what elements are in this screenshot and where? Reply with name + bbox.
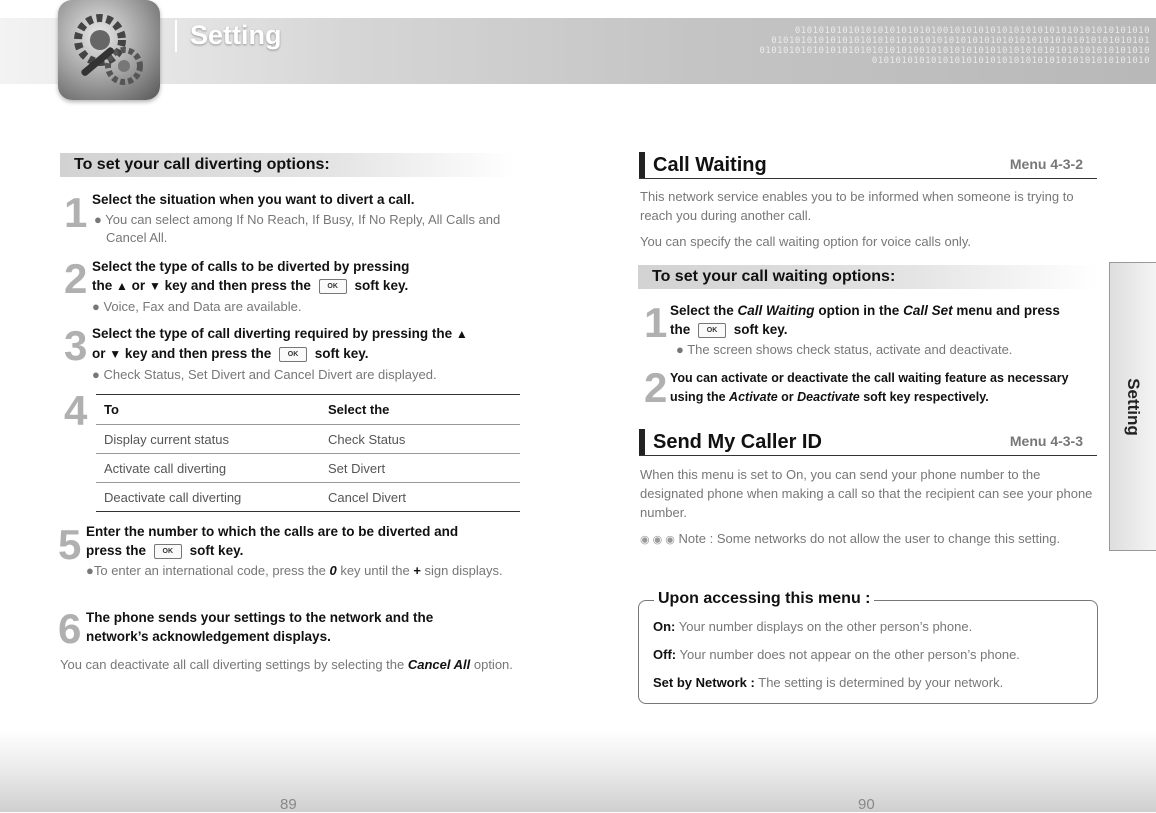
step-instruction-cont: or ▼ key and then press the OK soft key. xyxy=(92,346,369,361)
option-off: Off: Your number does not appear on the other person’s phone. xyxy=(653,647,1020,662)
table-cell: Deactivate call diverting xyxy=(96,483,320,512)
step-2 xyxy=(92,257,512,316)
send-caller-id-note: ◉ ◉ ◉ Note : Some networks do not allow the user to change this setting. xyxy=(640,531,1061,546)
send-caller-id-description: When this menu is set to On, you can send your phone number to the designated phone when making a call so that the recipient can see your phone number. xyxy=(640,467,1093,520)
table-header: To xyxy=(96,395,320,425)
option-set-by-network: Set by Network : The setting is determined by your network. xyxy=(653,675,1004,690)
step-instruction-cont: press the OK soft key. xyxy=(86,543,244,558)
table-row xyxy=(96,483,520,512)
step-note: ● You can select among If No Reach, If Busy, If No Reply, All Calls and Cancel All. xyxy=(94,212,501,245)
page-title: Setting xyxy=(190,20,282,50)
binary-decoration: 010101010101010101010101001010101010101010101010101010101010 0101010101010101010101010101010101010101010101010101010101010101 010101010101010101010101010010101010101010101010101010101010101010 01010101010101010101010101010101010101010101010 xyxy=(759,26,1150,66)
step-instruction: You can activate or deactivate the call waiting feature as necessary xyxy=(670,371,1069,385)
call-waiting-scope: You can specify the call waiting option for voice calls only. xyxy=(640,234,971,249)
step-instruction-cont: network’s acknowledgement displays. xyxy=(86,629,331,644)
step-note: ● The screen shows check status, activate and deactivate. xyxy=(676,342,1013,357)
step-5 xyxy=(86,522,512,580)
table-header-row xyxy=(96,395,520,425)
step-note: ● Voice, Fax and Data are available. xyxy=(92,299,302,314)
down-arrow-key-icon: ▼ xyxy=(148,279,161,293)
table-row xyxy=(96,425,520,454)
option-on: On: Your number displays on the other person’s phone. xyxy=(653,619,973,634)
up-arrow-key-icon: ▲ xyxy=(455,327,468,341)
ok-key-icon: OK xyxy=(319,279,347,294)
ok-key-icon: OK xyxy=(698,323,726,338)
heading-accent xyxy=(639,152,645,178)
note-bullets-icon: ◉ ◉ ◉ xyxy=(640,534,675,546)
section-bar-title: To set your call waiting options: xyxy=(652,268,896,285)
table-cell: Cancel Divert xyxy=(320,483,520,512)
step-6 xyxy=(86,608,512,646)
ok-key-icon: OK xyxy=(279,347,307,362)
table-header: Select the xyxy=(320,395,520,425)
section-bar-title: To set your call diverting options: xyxy=(74,156,330,173)
step-number: 1 xyxy=(644,299,668,346)
step-3 xyxy=(92,324,512,384)
section-title: Send My Caller ID xyxy=(653,431,822,453)
cancel-all-note: You can deactivate all call diverting settings by selecting the Cancel All option. xyxy=(60,657,513,672)
table-row xyxy=(96,454,520,483)
step-instruction: Select the type of call diverting required by pressing the ▲ xyxy=(92,326,468,341)
step-number: 4 xyxy=(64,387,88,434)
step-instruction-cont: the OK soft key. xyxy=(670,322,788,337)
title-divider xyxy=(175,20,177,52)
step-instruction: The phone sends your settings to the network and the xyxy=(86,610,434,625)
ok-key-icon: OK xyxy=(154,544,182,559)
footer-clouds xyxy=(0,730,1156,812)
table-cell: Activate call diverting xyxy=(96,454,320,483)
step-number: 5 xyxy=(58,521,82,568)
call-waiting-step-1 xyxy=(670,301,1095,359)
step-instruction: Enter the number to which the calls are to be diverted and xyxy=(86,524,459,539)
call-waiting-options-bar xyxy=(638,265,1098,289)
step-note: ● Check Status, Set Divert and Cancel Divert are displayed. xyxy=(92,367,437,382)
page-number-right: 90 xyxy=(858,796,875,813)
step-number: 2 xyxy=(644,364,668,411)
upon-accessing-title: Upon accessing this menu : xyxy=(654,590,874,608)
table-cell: Check Status xyxy=(320,425,520,454)
divert-options-table xyxy=(96,394,520,512)
table-cell: Set Divert xyxy=(320,454,520,483)
menu-number: Menu 4-3-3 xyxy=(1009,433,1083,449)
side-tab-label: Setting xyxy=(1124,377,1144,436)
step-1 xyxy=(92,190,512,247)
step-instruction: Select the situation when you want to divert a call. xyxy=(92,192,415,207)
table-cell: Display current status xyxy=(96,425,320,454)
step-instruction: Select the type of calls to be diverted by pressing xyxy=(92,259,410,274)
step-number: 6 xyxy=(58,605,82,652)
section-title: Call Waiting xyxy=(653,154,767,176)
call-waiting-description: This network service enables you to be informed when someone is trying to reach you during another call. xyxy=(640,189,1074,223)
step-instruction-cont: using the Activate or Deactivate soft key respectively. xyxy=(670,390,989,404)
heading-accent xyxy=(639,429,645,455)
step-note: ●To enter an international code, press the 0 key until the + sign displays. xyxy=(86,563,503,578)
step-instruction: Select the Call Waiting option in the Call Set menu and press xyxy=(670,303,1060,318)
step-number: 1 xyxy=(64,189,88,236)
step-number: 3 xyxy=(64,322,88,369)
up-arrow-key-icon: ▲ xyxy=(116,279,128,293)
call-waiting-step-2 xyxy=(670,369,1095,407)
send-caller-id-heading xyxy=(639,429,1097,456)
step-instruction-cont: the ▲ or ▼ key and then press the OK soft key. xyxy=(92,278,409,293)
call-waiting-heading xyxy=(639,152,1097,179)
call-diverting-options-bar xyxy=(60,153,515,177)
page-number-left: 89 xyxy=(280,796,297,813)
settings-gears-icon xyxy=(58,0,160,100)
menu-number: Menu 4-3-2 xyxy=(1009,156,1083,172)
step-number: 2 xyxy=(64,255,88,302)
down-arrow-key-icon: ▼ xyxy=(109,347,122,361)
